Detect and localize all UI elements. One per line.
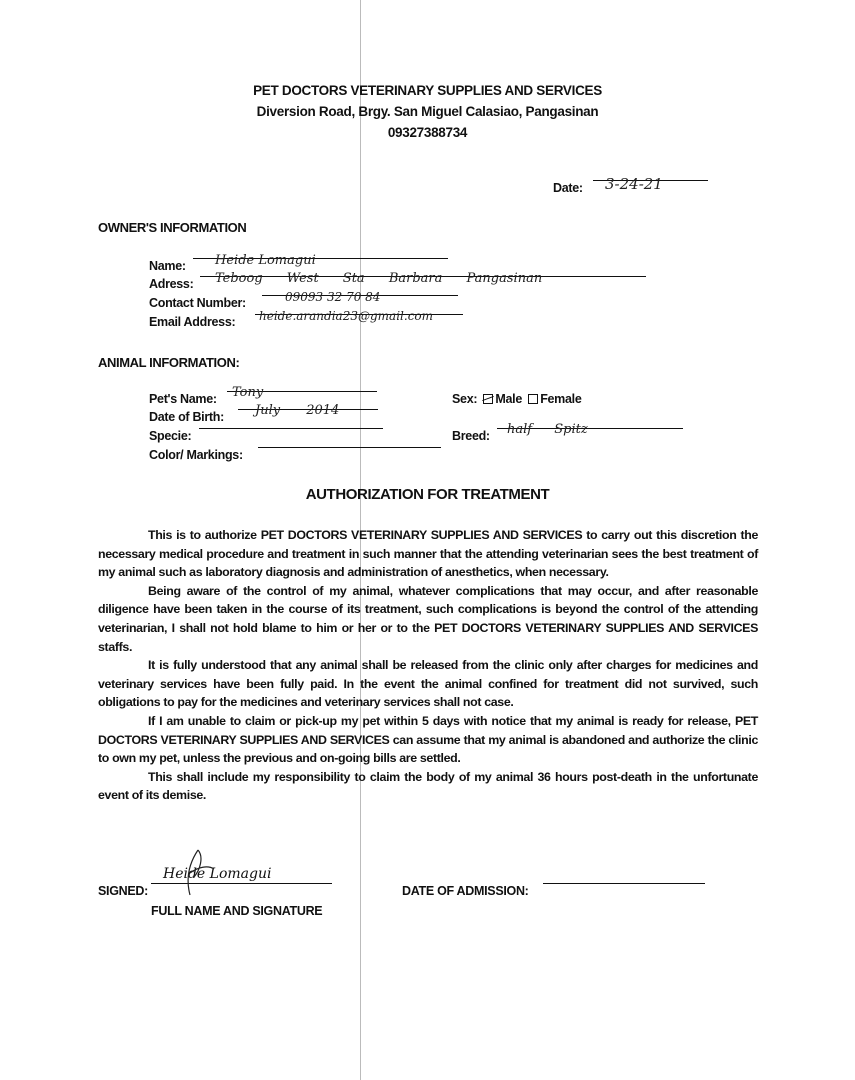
clinic-name: PET DOCTORS VETERINARY SUPPLIES AND SERVICES (253, 83, 602, 98)
date-of-admission-line[interactable] (543, 883, 705, 884)
color-markings-label: Color/ Markings: (149, 448, 243, 462)
owner-name-value: Heide Lomagui (215, 253, 316, 268)
sex-female-label: Female (540, 392, 582, 406)
dob-label: Date of Birth: (149, 410, 224, 424)
owner-section-title: OWNER'S INFORMATION (98, 220, 247, 235)
dob-value: July 2014 (255, 403, 340, 418)
signature-flourish-icon (178, 845, 218, 900)
clinic-phone: 09327388734 (387, 125, 468, 140)
animal-section-title: ANIMAL INFORMATION: (98, 355, 240, 370)
sex-label: Sex: (452, 392, 478, 406)
breed-label: Breed: (452, 429, 490, 443)
pet-name-label: Pet's Name: (149, 392, 217, 406)
owner-contact-value: 09093 32 70 84 (285, 290, 381, 304)
date-of-admission-label: DATE OF ADMISSION: (402, 884, 529, 898)
authorization-paragraph: If I am unable to claim or pick-up my pet within 5 days with notice that my animal is ready for release, PET DOCTORS VETERINARY SUPPLIES AND SERVICES can assume that my animal is abandoned and authorize the clinic to own my pet, unless the previous and on-going bills are settled. (98, 713, 758, 766)
owner-address-value: Teboog West Sta Barbara Pangasinan (215, 271, 543, 286)
owner-email-value: heide.arandia23@gmail.com (259, 309, 434, 323)
color-markings-line[interactable] (258, 447, 441, 448)
sex-male-label: Male (495, 392, 522, 406)
signed-label: SIGNED: (98, 884, 148, 898)
pet-name-value: Tony (232, 385, 264, 400)
breed-value: half Spitz (507, 422, 588, 437)
sex-male-checkbox[interactable] (483, 394, 493, 404)
specie-label: Specie: (149, 429, 192, 443)
authorization-title: AUTHORIZATION FOR TREATMENT (305, 486, 550, 503)
authorization-paragraph: This shall include my responsibility to claim the body of my animal 36 hours post-death in the unfortunate event of its demise. (98, 769, 758, 803)
authorization-text (98, 526, 758, 805)
clinic-address: Diversion Road, Brgy. San Miguel Calasiao, Pangasinan (256, 104, 599, 119)
date-value: 3-24-21 (605, 175, 663, 193)
owner-email-label: Email Address: (149, 315, 236, 329)
owner-address-label: Adress: (149, 277, 194, 291)
sex-female-checkbox[interactable] (528, 394, 538, 404)
authorization-paragraph: Being aware of the control of my animal, whatever complications that may occur, and after reasonable diligence have been taken in the course of its treatment, such complications is beyond the control of the attending veterinarian, I shall not hold blame to him or her or to the PET DOCTORS VETERINARY SUPPLIES AND SERVICES staffs. (98, 583, 758, 654)
owner-contact-label: Contact Number: (149, 296, 246, 310)
specie-line[interactable] (199, 428, 383, 429)
date-label: Date: (553, 181, 583, 195)
authorization-paragraph: This is to authorize PET DOCTORS VETERINARY SUPPLIES AND SERVICES to carry out this discretion the necessary medical procedure and treatment in such manner that the attending veterinarian sees the best treatment of my animal such as laboratory diagnosis and administration of anesthetics, when necessary. (98, 528, 758, 580)
sex-field (452, 392, 581, 406)
signature-value: Heide Lomagui (163, 866, 272, 882)
owner-name-label: Name: (149, 259, 186, 273)
signature-caption: FULL NAME AND SIGNATURE (151, 904, 323, 918)
authorization-paragraph: It is fully understood that any animal shall be released from the clinic only after charges for medicines and veterinary services have been fully paid. In the event the animal confined for treatment did not survived, such obligations to pay for the medicines and veterinary services shall not case. (98, 658, 758, 710)
